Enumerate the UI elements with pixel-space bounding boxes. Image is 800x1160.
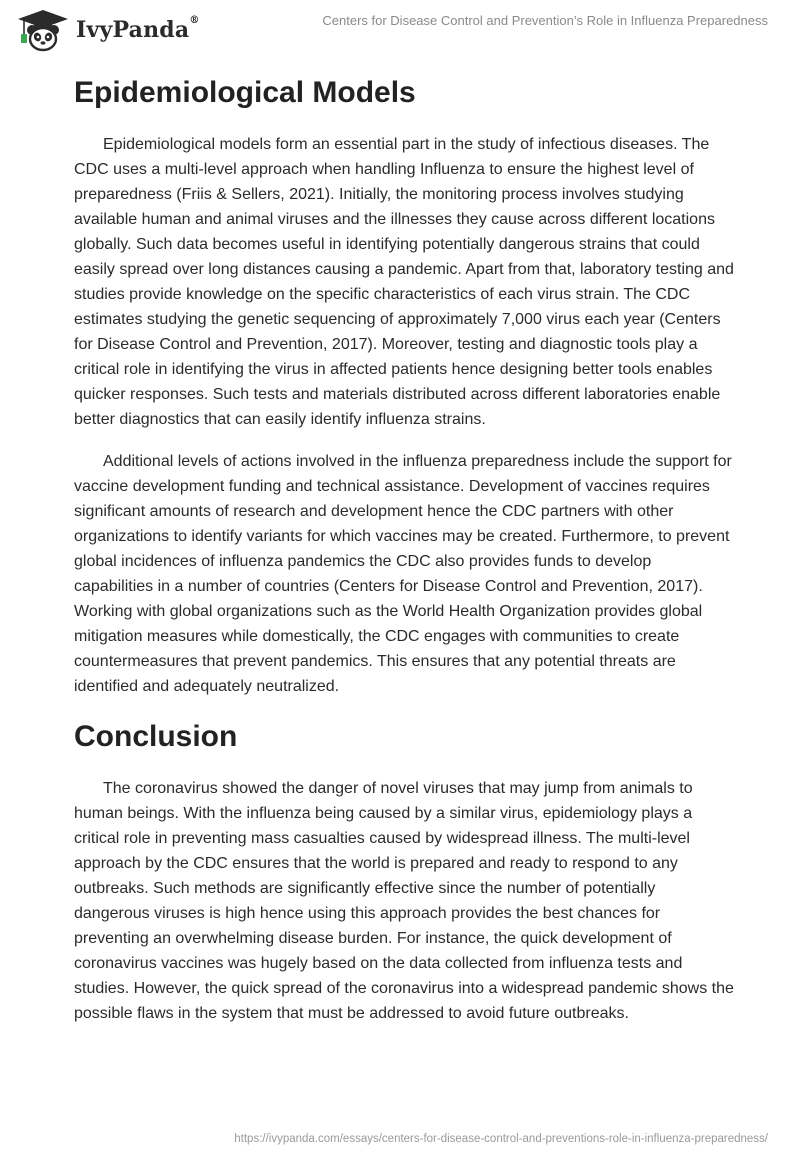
page-header [0,0,800,60]
registered-mark: ® [189,15,200,26]
paragraph: Epidemiological models form an essential part in the study of infectious diseases. The CDC uses a multi-level approach when handling Influenza to ensure the highest level of preparedness (Friis & Sellers, 2021). Initially, the monitoring process involves studying available human and animal viruses and the illnesses they cause across different locations globally. Such data becomes useful in identifying potentially dangerous strains that could easily spread over long distances causing a pandemic. Apart from that, laboratory testing and studies provide knowledge on the specific characteristics of each virus strain. The CDC estimates studying the genetic sequencing of approximately 7,000 virus each year (Centers for Disease Control and Prevention, 2017). Moreover, testing and diagnostic tools play a critical role in identifying the virus in affected patients hence designing better tools enables quicker responses. Such tests and materials distributed across different laboratories enable better diagnostics that can easily identify influenza strains. [74,136,734,428]
section-heading-conclusion: Conclusion [74,720,238,753]
document-title: Centers for Disease Control and Prevention’s Role in Influenza Preparedness [322,13,768,28]
paragraph: Additional levels of actions involved in the influenza preparedness include the support for vaccine development funding and technical assistance. Development of vaccines requires significant amounts of research and development hence the CDC partners with other organizations to identify variants for which vaccines may be created. Furthermore, to prevent global incidences of influenza pandemics the CDC also provides funds to develop capabilities in a number of countries (Centers for Disease Control and Prevention, 2017). Working with global organizations such as the World Health Organization provides global mitigation measures while domestically, the CDC engages with communities to create countermeasures that prevent pandemics. This ensures that any potential threats are identified and adequately neutralized. [74,453,732,695]
source-url-link[interactable]: https://ivypanda.com/essays/centers-for-disease-control-and-preventions-role-in-influenza-preparedness/ [234,1133,768,1145]
brand-name: IvyPanda® [76,15,200,43]
essay-content [74,70,734,1043]
panda-graduate-logo-icon [16,8,70,52]
ivypanda-logo[interactable] [16,8,200,52]
section-heading-epidemiological-models: Epidemiological Models [74,76,416,109]
paragraph: The coronavirus showed the danger of novel viruses that may jump from animals to human beings. With the influenza being caused by a similar virus, epidemiology plays a critical role in preventing mass casualties caused by widespread illness. The multi-level approach by the CDC ensures that the world is prepared and ready to respond to any outbreaks. Such methods are significantly effective since the number of potentially dangerous viruses is high hence using this approach provides the best chances for preventing an overwhelming disease burden. For instance, the quick development of coronavirus vaccines was hugely based on the data collected from influenza tests and studies. However, the quick spread of the coronavirus into a widespread pandemic shows the possible flaws in the system that must be addressed to avoid future outbreaks. [74,780,734,1022]
